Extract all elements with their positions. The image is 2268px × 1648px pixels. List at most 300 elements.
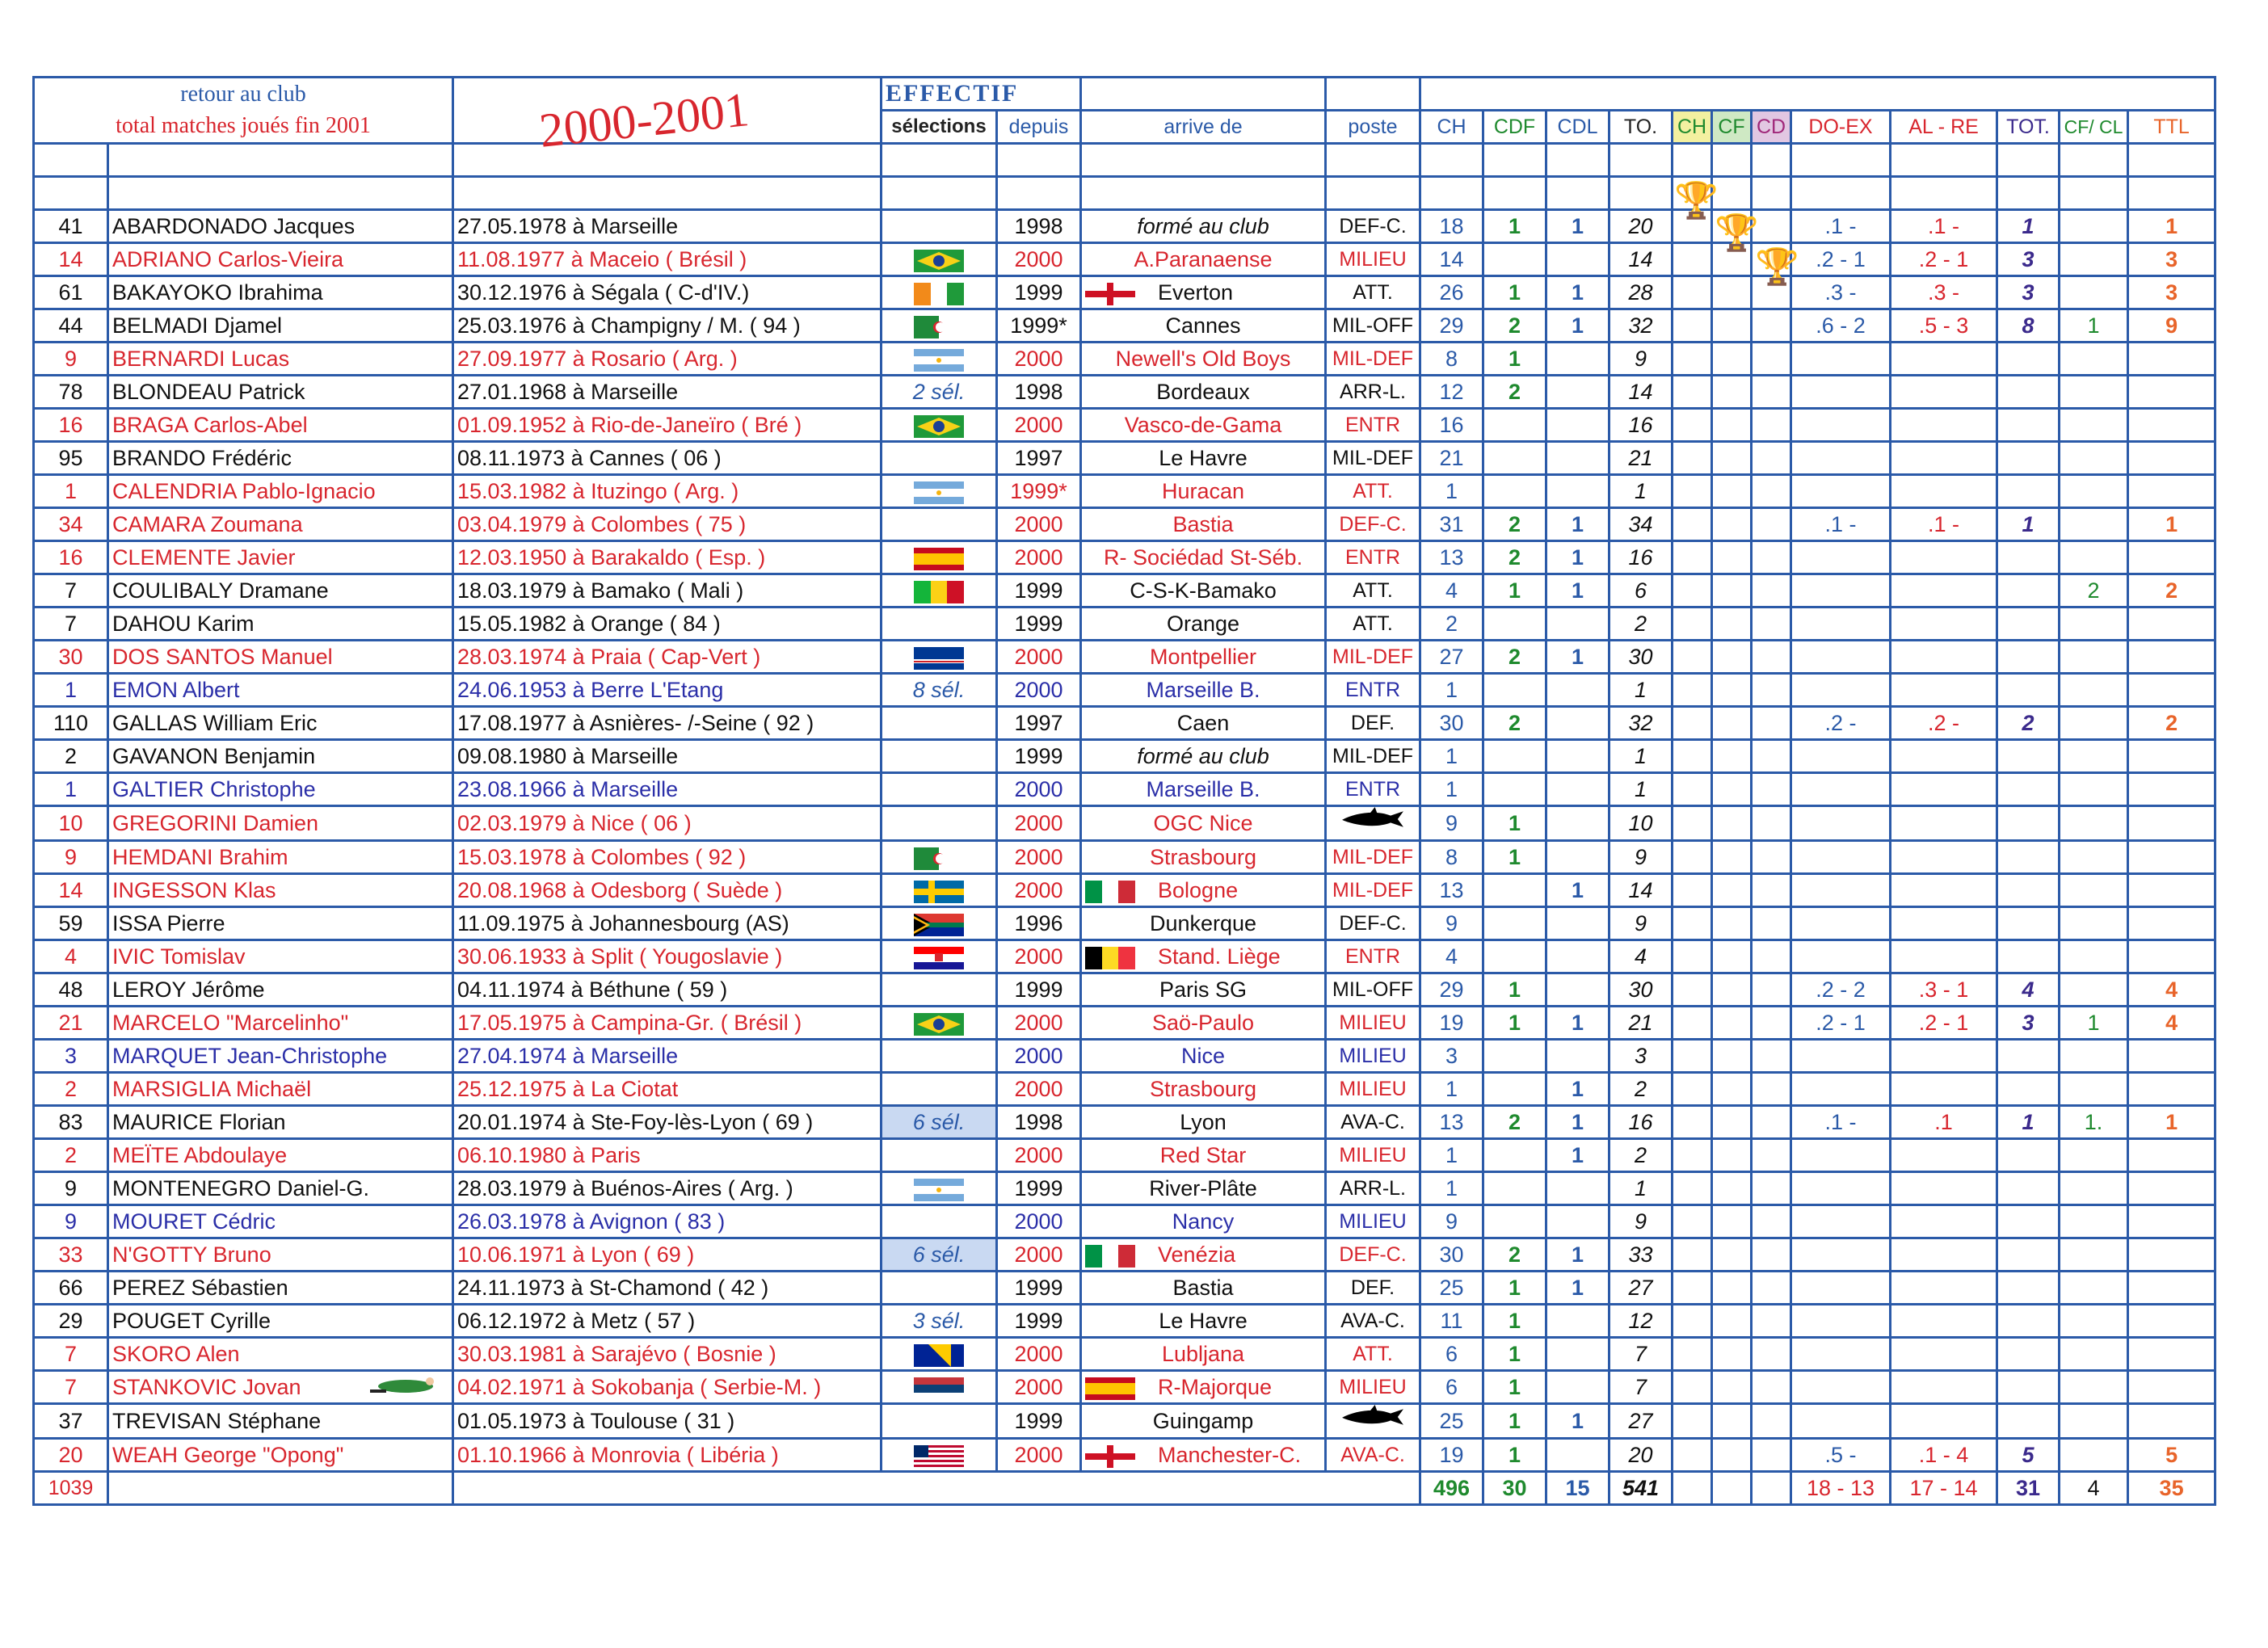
player-tot: 1	[1997, 210, 2060, 243]
player-birth: 17.05.1975 à Campina-Gr. ( Brésil )	[453, 1007, 882, 1040]
player-ttl	[2128, 841, 2215, 874]
player-selections	[882, 1439, 997, 1472]
player-cdf: 2	[1483, 376, 1546, 409]
player-cfcl	[2060, 210, 2128, 243]
player-cfcl	[2060, 1172, 2128, 1205]
player-cdl	[1546, 674, 1609, 707]
col-cfcl: CF/ CL	[2060, 111, 2128, 144]
player-tot: 1	[1997, 508, 2060, 541]
player-name: BAKAYOKO Ibrahima	[108, 276, 453, 309]
player-cdf	[1483, 907, 1546, 940]
player-since: 1999	[997, 740, 1081, 773]
player-alre	[1891, 907, 1997, 940]
squad-sheet	[32, 76, 2216, 1506]
player-from	[1081, 376, 1326, 409]
player-birth: 27.04.1974 à Marseille	[453, 1040, 882, 1073]
player-selections	[882, 276, 997, 309]
total-ch: 496	[1420, 1472, 1483, 1505]
col-poste: poste	[1326, 111, 1420, 144]
player-ch: 9	[1420, 907, 1483, 940]
trophy-icon: 🏆	[1715, 213, 1759, 253]
player-tot	[1997, 841, 2060, 874]
player-ch: 9	[1420, 1205, 1483, 1238]
player-doex: .1 -	[1791, 1106, 1891, 1139]
player-from	[1081, 1272, 1326, 1305]
player-since: 1999	[997, 574, 1081, 607]
player-to: 16	[1609, 1106, 1673, 1139]
player-since: 1996	[997, 907, 1081, 940]
player-ch: 27	[1420, 641, 1483, 674]
player-from	[1081, 541, 1326, 574]
player-row	[34, 641, 2215, 674]
player-ch: 3	[1420, 1040, 1483, 1073]
player-tot	[1997, 376, 2060, 409]
player-position: MILIEU	[1326, 1007, 1420, 1040]
player-cdl: 1	[1546, 1139, 1609, 1172]
player-doex	[1791, 1338, 1891, 1371]
col-ch: CH	[1420, 111, 1483, 144]
player-since: 2000	[997, 243, 1081, 276]
player-cdl	[1546, 243, 1609, 276]
player-row	[34, 773, 2215, 806]
player-matches: 1	[34, 475, 108, 508]
player-ch: 21	[1420, 442, 1483, 475]
player-cfcl: 1	[2060, 309, 2128, 343]
player-alre	[1891, 1139, 1997, 1172]
player-doex	[1791, 343, 1891, 376]
player-ch: 14	[1420, 243, 1483, 276]
player-selections	[882, 1040, 997, 1073]
player-birth: 20.01.1974 à Ste-Foy-lès-Lyon ( 69 )	[453, 1106, 882, 1139]
player-position: MIL-DEF	[1326, 343, 1420, 376]
player-ttl	[2128, 343, 2215, 376]
player-since: 2000	[997, 409, 1081, 442]
player-cfcl	[2060, 1439, 2128, 1472]
player-position: ENTR	[1326, 541, 1420, 574]
total-matches: 1039	[34, 1472, 108, 1505]
player-row	[34, 243, 2215, 276]
player-ch: 31	[1420, 508, 1483, 541]
player-doex	[1791, 1272, 1891, 1305]
player-matches: 9	[34, 343, 108, 376]
player-birth: 15.05.1982 à Orange ( 84 )	[453, 607, 882, 641]
col-tot: TOT.	[1997, 111, 2060, 144]
player-alre	[1891, 1172, 1997, 1205]
player-matches: 21	[34, 1007, 108, 1040]
player-to: 2	[1609, 607, 1673, 641]
player-doex	[1791, 475, 1891, 508]
player-cfcl	[2060, 841, 2128, 874]
player-birth: 24.11.1973 à St-Chamond ( 42 )	[453, 1272, 882, 1305]
player-ttl: 2	[2128, 707, 2215, 740]
player-from	[1081, 641, 1326, 674]
player-selections	[882, 541, 997, 574]
player-cdl: 1	[1546, 1272, 1609, 1305]
player-to: 9	[1609, 1205, 1673, 1238]
player-selections	[882, 1404, 997, 1439]
player-ch: 1	[1420, 674, 1483, 707]
player-tot	[1997, 475, 2060, 508]
player-cdf: 2	[1483, 541, 1546, 574]
from-club: Bastia	[1172, 1276, 1234, 1300]
player-cfcl: 1	[2060, 1007, 2128, 1040]
player-tot	[1997, 940, 2060, 973]
player-row	[34, 806, 2215, 841]
player-cfcl	[2060, 1073, 2128, 1106]
player-to: 10	[1609, 806, 1673, 841]
player-selections	[882, 1305, 997, 1338]
player-tot	[1997, 1272, 2060, 1305]
player-doex: .2 - 1	[1791, 243, 1891, 276]
player-row	[34, 409, 2215, 442]
player-position: MIL-DEF	[1326, 641, 1420, 674]
player-name: MONTENEGRO Daniel-G.	[108, 1172, 453, 1205]
player-matches: 59	[34, 907, 108, 940]
player-ttl	[2128, 740, 2215, 773]
player-cdl: 1	[1546, 1106, 1609, 1139]
player-ch: 8	[1420, 343, 1483, 376]
player-cfcl	[2060, 1040, 2128, 1073]
player-to: 30	[1609, 973, 1673, 1007]
player-since: 1998	[997, 210, 1081, 243]
player-position: MILIEU	[1326, 1371, 1420, 1404]
player-cdl: 1	[1546, 508, 1609, 541]
player-ch: 26	[1420, 276, 1483, 309]
player-ch: 16	[1420, 409, 1483, 442]
player-to: 28	[1609, 276, 1673, 309]
total-to: 541	[1609, 1472, 1673, 1505]
from-club: Bastia	[1172, 512, 1234, 536]
player-name: WEAH George "Opong"	[108, 1439, 453, 1472]
player-to: 32	[1609, 707, 1673, 740]
player-ch: 2	[1420, 607, 1483, 641]
player-ch: 13	[1420, 1106, 1483, 1139]
player-birth: 26.03.1978 à Avignon ( 83 )	[453, 1205, 882, 1238]
player-since: 2000	[997, 1007, 1081, 1040]
player-birth: 30.06.1933 à Split ( Yougoslavie )	[453, 940, 882, 973]
player-birth: 30.12.1976 à Ségala ( C-d'IV.)	[453, 276, 882, 309]
player-position: DEF-C.	[1326, 907, 1420, 940]
player-selections	[882, 607, 997, 641]
player-row	[34, 1404, 2215, 1439]
player-name: BERNARDI Lucas	[108, 343, 453, 376]
player-row	[34, 607, 2215, 641]
from-club: Dunkerque	[1149, 911, 1257, 935]
from-club: Bordeaux	[1156, 380, 1250, 404]
player-ch: 4	[1420, 940, 1483, 973]
player-matches: 37	[34, 1404, 108, 1439]
player-matches: 61	[34, 276, 108, 309]
col-cd: CD	[1752, 111, 1791, 144]
player-alre	[1891, 475, 1997, 508]
player-to: 16	[1609, 409, 1673, 442]
player-ttl	[2128, 1238, 2215, 1272]
player-to: 1	[1609, 773, 1673, 806]
player-position: ATT.	[1326, 607, 1420, 641]
player-birth: 03.04.1979 à Colombes ( 75 )	[453, 508, 882, 541]
player-since: 1999	[997, 1305, 1081, 1338]
player-cdf: 1	[1483, 841, 1546, 874]
player-from	[1081, 508, 1326, 541]
player-row	[34, 1007, 2215, 1040]
player-ch: 30	[1420, 707, 1483, 740]
total-cfcl: 4	[2060, 1472, 2128, 1505]
player-since: 2000	[997, 874, 1081, 907]
player-cdf: 1	[1483, 1338, 1546, 1371]
player-since: 1998	[997, 376, 1081, 409]
player-since: 1998	[997, 1106, 1081, 1139]
spain-flag-icon	[914, 548, 964, 570]
player-ch: 30	[1420, 1238, 1483, 1272]
player-ttl	[2128, 874, 2215, 907]
player-cdf	[1483, 607, 1546, 641]
player-matches: 95	[34, 442, 108, 475]
player-cdf	[1483, 1139, 1546, 1172]
player-doex	[1791, 442, 1891, 475]
player-cfcl	[2060, 409, 2128, 442]
player-alre	[1891, 841, 1997, 874]
player-ch: 25	[1420, 1272, 1483, 1305]
player-to: 30	[1609, 641, 1673, 674]
player-alre	[1891, 773, 1997, 806]
player-tot	[1997, 1404, 2060, 1439]
player-doex	[1791, 674, 1891, 707]
player-since: 1999	[997, 1404, 1081, 1439]
player-cdl	[1546, 1305, 1609, 1338]
player-cdf: 2	[1483, 641, 1546, 674]
player-birth: 28.03.1979 à Buénos-Aires ( Arg. )	[453, 1172, 882, 1205]
player-name: IVIC Tomislav	[108, 940, 453, 973]
player-cfcl: 2	[2060, 574, 2128, 607]
player-birth: 20.08.1968 à Odesborg ( Suède )	[453, 874, 882, 907]
player-name: DOS SANTOS Manuel	[108, 641, 453, 674]
player-ttl	[2128, 1404, 2215, 1439]
player-row	[34, 343, 2215, 376]
player-from	[1081, 1139, 1326, 1172]
player-ttl: 1	[2128, 210, 2215, 243]
belgium-flag-icon	[1085, 947, 1135, 969]
player-doex: .3 -	[1791, 276, 1891, 309]
england-flag-icon	[1085, 283, 1135, 305]
player-cdl: 1	[1546, 1007, 1609, 1040]
player-from	[1081, 940, 1326, 973]
player-cdl: 1	[1546, 574, 1609, 607]
player-name: GREGORINI Damien	[108, 806, 453, 841]
player-from	[1081, 1205, 1326, 1238]
player-birth: 11.08.1977 à Maceio ( Brésil )	[453, 243, 882, 276]
player-ch: 29	[1420, 309, 1483, 343]
player-cdl	[1546, 376, 1609, 409]
player-position: MIL-DEF	[1326, 874, 1420, 907]
player-row	[34, 1106, 2215, 1139]
from-club: Lyon	[1180, 1110, 1227, 1134]
player-cdl: 1	[1546, 210, 1609, 243]
from-club: Strasbourg	[1149, 1077, 1257, 1101]
player-alre	[1891, 940, 1997, 973]
player-row	[34, 309, 2215, 343]
player-birth: 27.05.1978 à Marseille	[453, 210, 882, 243]
player-cfcl	[2060, 276, 2128, 309]
player-name: MARQUET Jean-Christophe	[108, 1040, 453, 1073]
player-ch: 18	[1420, 210, 1483, 243]
player-selections	[882, 376, 997, 409]
player-birth: 10.06.1971 à Lyon ( 69 )	[453, 1238, 882, 1272]
player-since: 2000	[997, 541, 1081, 574]
squad-table	[32, 76, 2216, 1506]
player-cdf	[1483, 1205, 1546, 1238]
player-to: 21	[1609, 442, 1673, 475]
from-club: Vasco-de-Gama	[1124, 413, 1282, 437]
player-row	[34, 541, 2215, 574]
player-tot	[1997, 1139, 2060, 1172]
player-tot	[1997, 574, 2060, 607]
player-matches: 33	[34, 1238, 108, 1272]
player-since: 1999	[997, 1272, 1081, 1305]
player-alre	[1891, 641, 1997, 674]
col-depuis: depuis	[997, 111, 1081, 144]
player-ttl	[2128, 773, 2215, 806]
player-cdl: 1	[1546, 541, 1609, 574]
player-matches: 44	[34, 309, 108, 343]
player-from	[1081, 1172, 1326, 1205]
player-tot: 3	[1997, 1007, 2060, 1040]
col-selections: sélections	[882, 111, 997, 144]
player-matches: 14	[34, 874, 108, 907]
player-tot	[1997, 740, 2060, 773]
player-cdf	[1483, 773, 1546, 806]
player-doex	[1791, 907, 1891, 940]
player-birth: 18.03.1979 à Bamako ( Mali )	[453, 574, 882, 607]
player-row	[34, 442, 2215, 475]
player-row	[34, 1040, 2215, 1073]
from-club: R-Majorque	[1158, 1375, 1273, 1399]
player-row	[34, 907, 2215, 940]
player-matches: 83	[34, 1106, 108, 1139]
player-to: 9	[1609, 907, 1673, 940]
player-ch: 6	[1420, 1338, 1483, 1371]
player-name: COULIBALY Dramane	[108, 574, 453, 607]
player-alre: .1 -	[1891, 508, 1997, 541]
player-position: AVA-C.	[1326, 1305, 1420, 1338]
player-row	[34, 1338, 2215, 1371]
player-since: 2000	[997, 773, 1081, 806]
player-position: ATT.	[1326, 475, 1420, 508]
selections-count: 8 sél.	[912, 678, 966, 702]
player-ch: 1	[1420, 773, 1483, 806]
player-name: POUGET Cyrille	[108, 1305, 453, 1338]
selections-count: 6 sél.	[912, 1110, 966, 1134]
from-club: OGC Nice	[1153, 811, 1253, 835]
player-cdl	[1546, 940, 1609, 973]
player-ttl	[2128, 1338, 2215, 1371]
player-cdl	[1546, 907, 1609, 940]
player-cfcl	[2060, 1371, 2128, 1404]
player-ch: 1	[1420, 740, 1483, 773]
player-tot	[1997, 1205, 2060, 1238]
player-alre	[1891, 1338, 1997, 1371]
from-club: Saö-Paulo	[1151, 1011, 1255, 1035]
player-matches: 9	[34, 841, 108, 874]
player-from	[1081, 1040, 1326, 1073]
player-cdf: 2	[1483, 707, 1546, 740]
player-row	[34, 740, 2215, 773]
player-from	[1081, 1073, 1326, 1106]
player-name: BELMADI Djamel	[108, 309, 453, 343]
player-ttl: 3	[2128, 276, 2215, 309]
player-birth: 27.09.1977 à Rosario ( Arg. )	[453, 343, 882, 376]
player-from	[1081, 475, 1326, 508]
player-since: 2000	[997, 806, 1081, 841]
player-since: 1999*	[997, 475, 1081, 508]
player-tot: 2	[1997, 707, 2060, 740]
player-tot	[1997, 1073, 2060, 1106]
player-from	[1081, 607, 1326, 641]
player-ch: 29	[1420, 973, 1483, 1007]
player-birth: 25.03.1976 à Champigny / M. ( 94 )	[453, 309, 882, 343]
total-tot: 31	[1997, 1472, 2060, 1505]
player-matches: 10	[34, 806, 108, 841]
player-selections	[882, 1205, 997, 1238]
player-birth: 06.12.1972 à Metz ( 57 )	[453, 1305, 882, 1338]
player-birth: 17.08.1977 à Asnières- /-Seine ( 92 )	[453, 707, 882, 740]
player-position: DEF.	[1326, 707, 1420, 740]
player-selections	[882, 841, 997, 874]
player-tot	[1997, 1371, 2060, 1404]
player-to: 27	[1609, 1272, 1673, 1305]
col-cf: CF	[1712, 111, 1752, 144]
from-club: Montpellier	[1149, 645, 1257, 669]
player-since: 1999	[997, 973, 1081, 1007]
shark-logo-icon	[1340, 1405, 1405, 1429]
player-row	[34, 574, 2215, 607]
player-since: 1999*	[997, 309, 1081, 343]
player-cdf: 1	[1483, 1272, 1546, 1305]
argentina-flag-icon	[914, 1179, 964, 1201]
player-cdf	[1483, 874, 1546, 907]
player-row	[34, 475, 2215, 508]
player-row	[34, 508, 2215, 541]
player-cdl	[1546, 773, 1609, 806]
player-tot	[1997, 1305, 2060, 1338]
player-position: ARR-L.	[1326, 1172, 1420, 1205]
player-doex	[1791, 740, 1891, 773]
player-row	[34, 1238, 2215, 1272]
totals-row	[34, 1472, 2215, 1505]
player-name: CAMARA Zoumana	[108, 508, 453, 541]
player-selections	[882, 1106, 997, 1139]
player-position: DEF-C.	[1326, 508, 1420, 541]
player-alre	[1891, 343, 1997, 376]
goalkeeper-icon	[365, 1372, 444, 1396]
player-since: 2000	[997, 1439, 1081, 1472]
player-to: 6	[1609, 574, 1673, 607]
col-cdf: CDF	[1483, 111, 1546, 144]
player-ch: 1	[1420, 1139, 1483, 1172]
player-selections	[882, 907, 997, 940]
player-doex	[1791, 841, 1891, 874]
player-alre	[1891, 1305, 1997, 1338]
player-position	[1326, 1404, 1420, 1439]
player-to: 20	[1609, 1439, 1673, 1472]
player-birth: 01.10.1966 à Monrovia ( Libéria )	[453, 1439, 882, 1472]
from-club: formé au club	[1137, 744, 1269, 768]
player-row	[34, 210, 2215, 243]
brazil-flag-icon	[914, 1013, 964, 1036]
selections-count: 2 sél.	[912, 380, 966, 404]
player-birth: 06.10.1980 à Paris	[453, 1139, 882, 1172]
player-row	[34, 1272, 2215, 1305]
player-from	[1081, 773, 1326, 806]
